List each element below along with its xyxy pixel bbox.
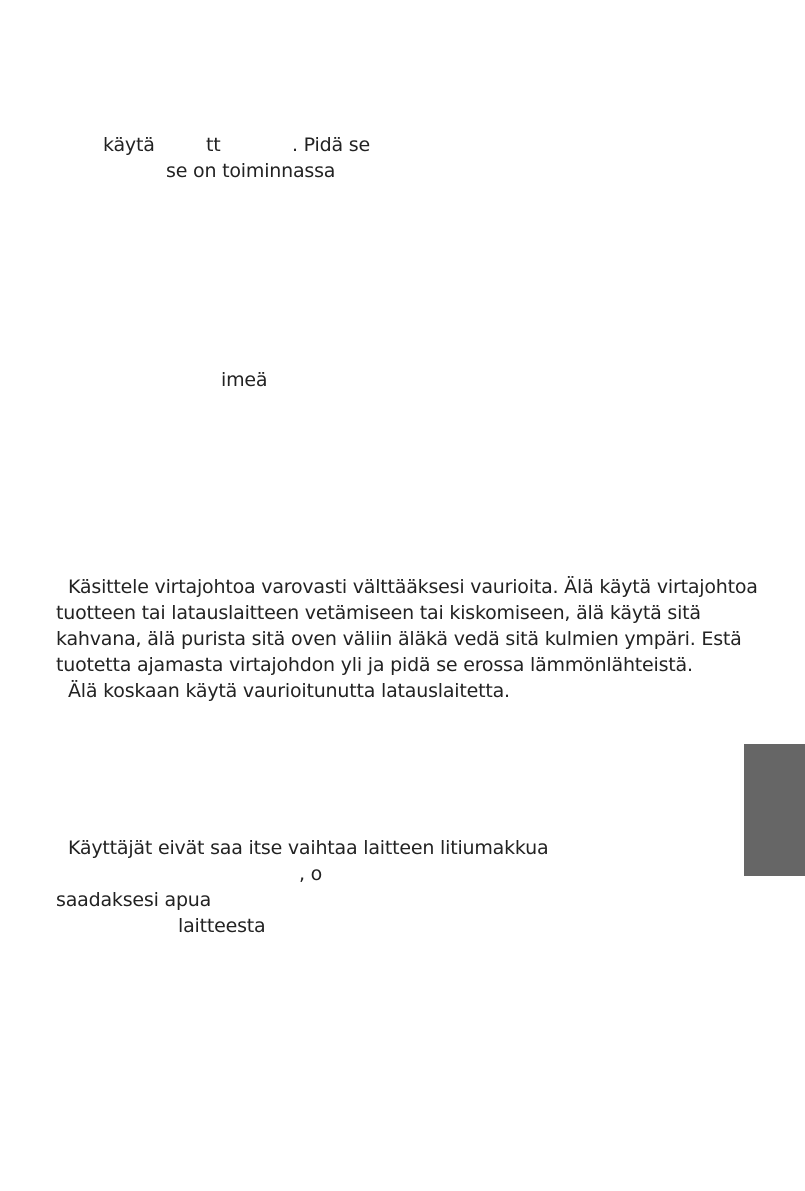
- text-fragment: , o: [299, 863, 323, 885]
- text-fragment: saadaksesi apua: [56, 889, 212, 911]
- paragraph-line: kahvana, älä purista sitä oven väliin äläkä vedä sitä kulmien ympäri. Estä: [56, 628, 742, 650]
- paragraph-line: Älä koskaan käytä vaurioitunutta latauslaitetta.: [68, 680, 510, 702]
- section-side-tab: [744, 744, 805, 876]
- text-fragment: imeä: [221, 369, 268, 391]
- text-fragment: . Pidä se: [292, 134, 370, 156]
- text-fragment: tt: [206, 134, 221, 156]
- paragraph-line: tuotteen tai latauslaitteen vetämiseen tai kiskomiseen, älä käytä sitä: [56, 602, 701, 624]
- paragraph-line: Käsittele virtajohtoa varovasti välttääksesi vaurioita. Älä käytä virtajohtoa: [68, 576, 758, 598]
- text-fragment: käytä: [103, 134, 155, 156]
- paragraph-line: tuotetta ajamasta virtajohdon yli ja pidä se erossa lämmönlähteistä.: [56, 654, 693, 676]
- battery-warning-line: Käyttäjät eivät saa itse vaihtaa laitteen litiumakkua: [68, 837, 549, 859]
- text-fragment: laitteesta: [178, 915, 266, 937]
- text-fragment: se on toiminnassa: [166, 160, 336, 182]
- cord-warning-paragraph: [56, 574, 756, 704]
